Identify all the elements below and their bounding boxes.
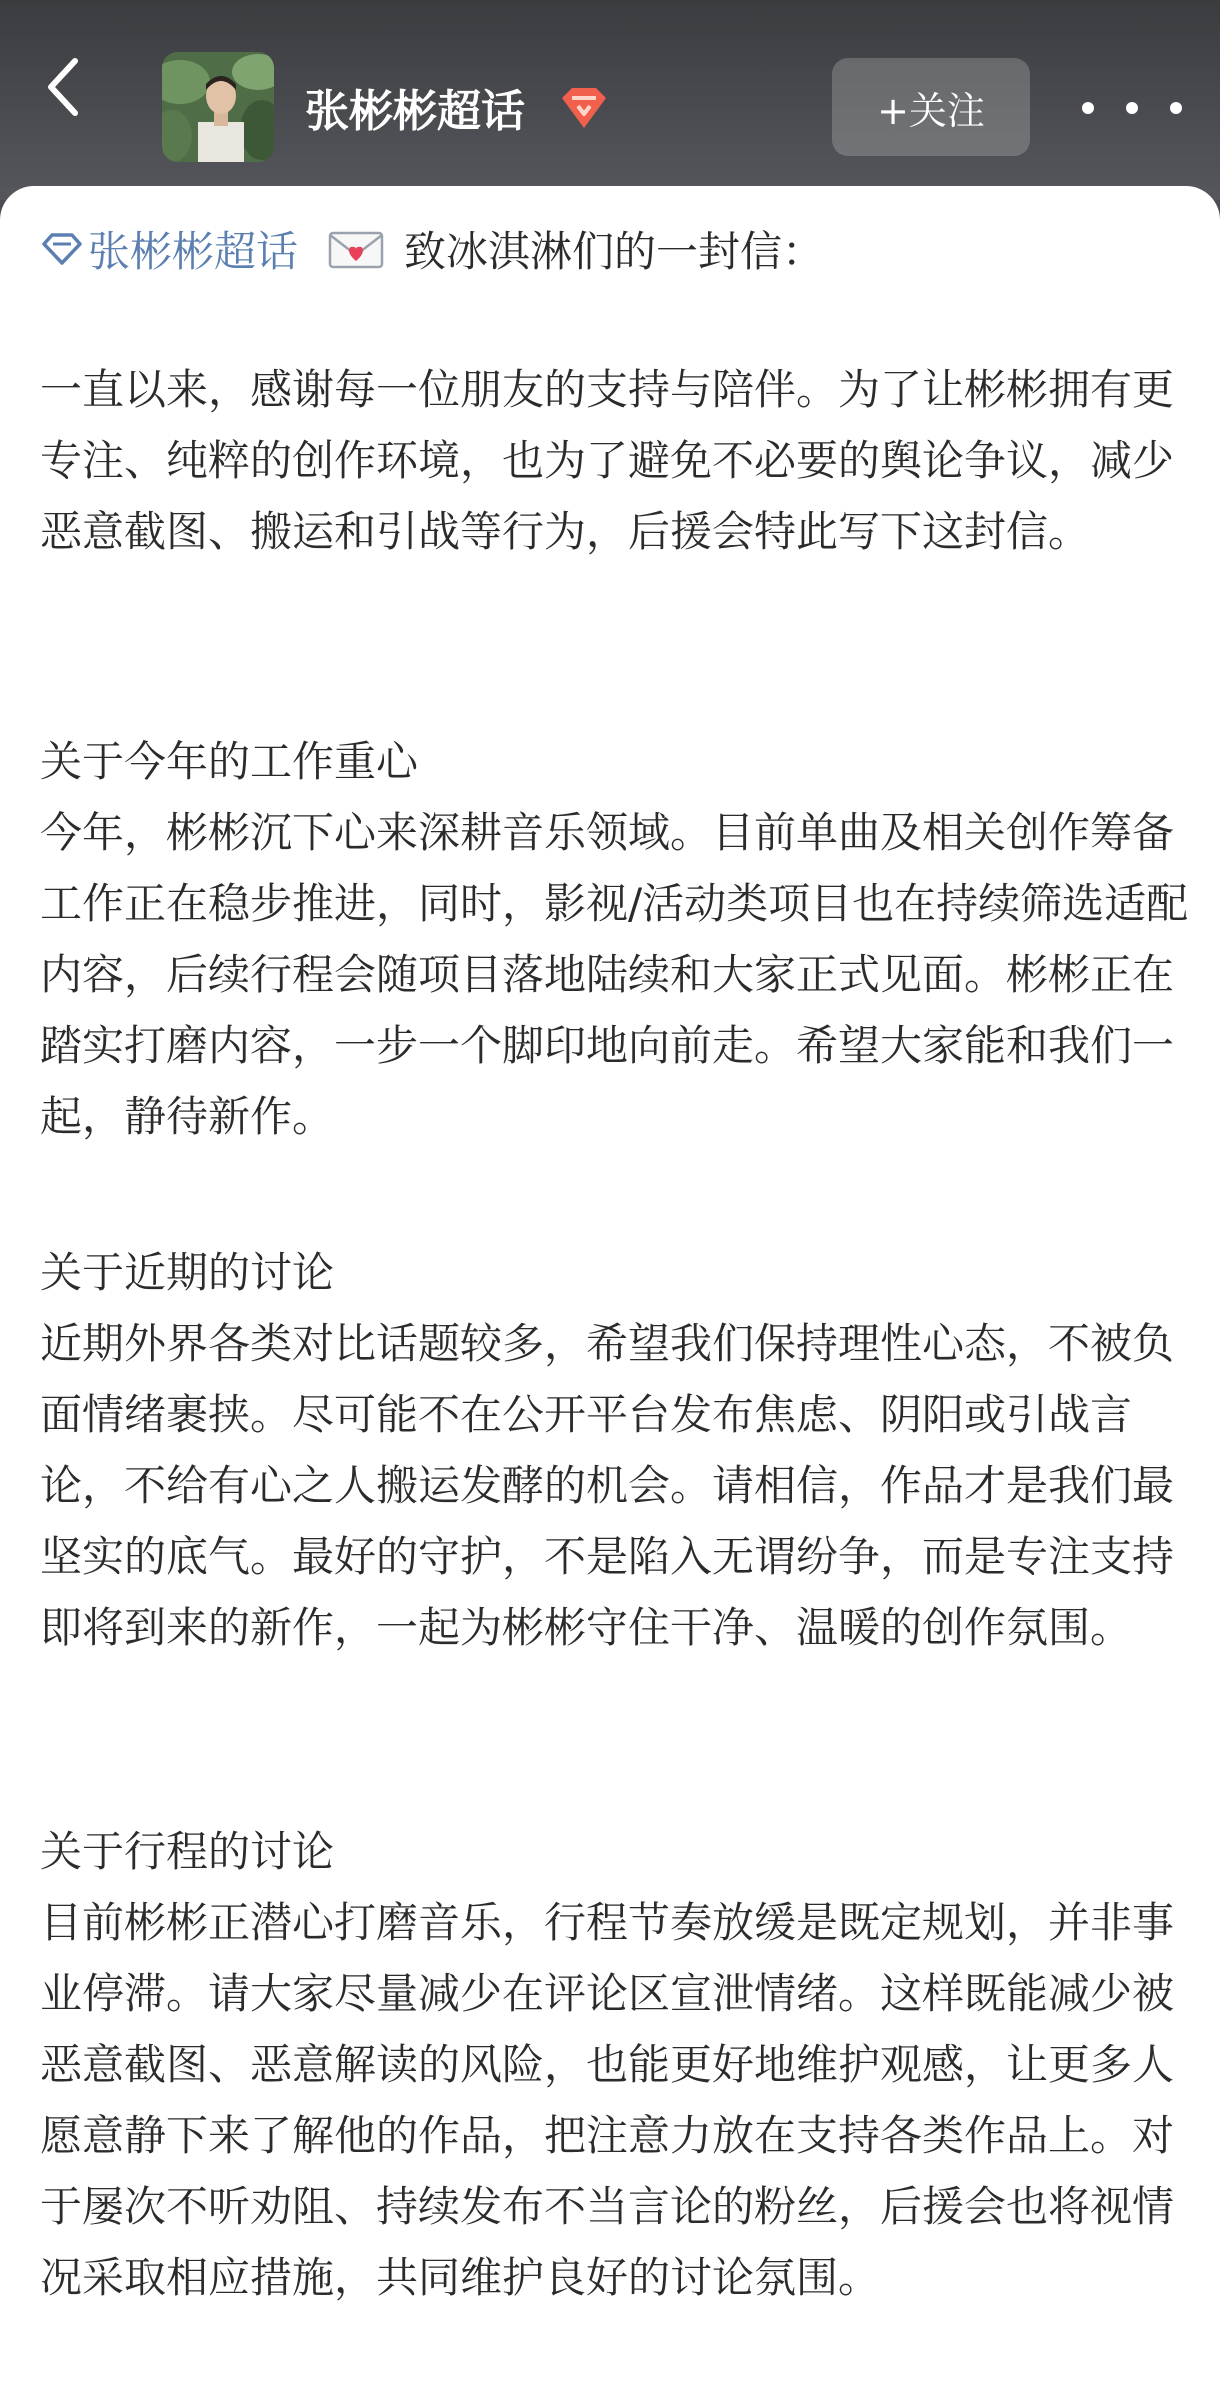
chevron-left-icon [43,55,83,119]
section-heading-recent-discussion: 关于近期的讨论 [40,1248,335,1297]
avatar[interactable] [162,52,274,162]
back-button[interactable] [28,52,98,122]
avatar-photo [162,52,274,162]
follow-button[interactable]: +关注 [832,58,1030,156]
more-options-button[interactable] [1082,78,1182,138]
love-letter-icon [328,229,384,269]
post-paragraph-work-focus: 今年，彬彬沉下心来深耕音乐领域。目前单曲及相关创作筹备工作正在稳步推进，同时，影视/活动类项目也在持续筛选适配内容，后续行程会随项目落地陆续和大家正式见面。彬彬正在踏实打磨内容，一步一个脚印地向前走。希望大家能和我们一起，静待新作。 [40,808,1189,1141]
topic-link-text: 张彬彬超话 [88,227,299,276]
post-headline: 致冰淇淋们的一封信： [404,227,825,276]
more-icon-dot [1082,102,1094,114]
super-topic-badge-icon [556,80,612,136]
topic-link[interactable] [40,219,298,279]
section-heading-schedule-discussion: 关于行程的讨论 [40,1827,335,1876]
post-headline-line [40,214,1190,284]
page-title: 张彬彬超话 [305,86,525,137]
top-bar [0,0,1220,200]
section-heading-work-focus: 关于今年的工作重心 [40,737,419,786]
more-icon-dot [1170,102,1182,114]
post-paragraph-intro: 一直以来，感谢每一位朋友的支持与陪伴。为了让彬彬拥有更专注、纯粹的创作环境，也为了避免不必要的舆论争议，减少恶意截图、搬运和引战等行为，后援会特此写下这封信。 [40,365,1175,556]
post-paragraph-recent-discussion: 近期外界各类对比话题较多，希望我们保持理性心态，不被负面情绪裹挟。尽可能不在公开平台发布焦虑、阴阳或引战言论，不给有心之人搬运发酵的机会。请相信，作品才是我们最坚实的底气。最好的守护，不是陷入无谓纷争，而是专注支持即将到来的新作，一起为彬彬守住干净、温暖的创作氛围。 [40,1319,1175,1652]
post-content [0,186,1220,2402]
diamond-icon [40,231,84,267]
more-icon-dot [1126,102,1138,114]
watermark-overlay [0,2344,420,2402]
post-paragraph-schedule-discussion: 目前彬彬正潜心打磨音乐，行程节奏放缓是既定规划，并非事业停滞。请大家尽量减少在评论区宣泄情绪。这样既能减少被恶意截图、恶意解读的风险，也能更好地维护观感，让更多人愿意静下来了解他的作品，把注意力放在支持各类作品上。对于屡次不听劝阻、持续发布不当言论的粉丝，后援会也将视情况采取相应措施，共同维护良好的讨论氛围。 [40,1898,1175,2302]
